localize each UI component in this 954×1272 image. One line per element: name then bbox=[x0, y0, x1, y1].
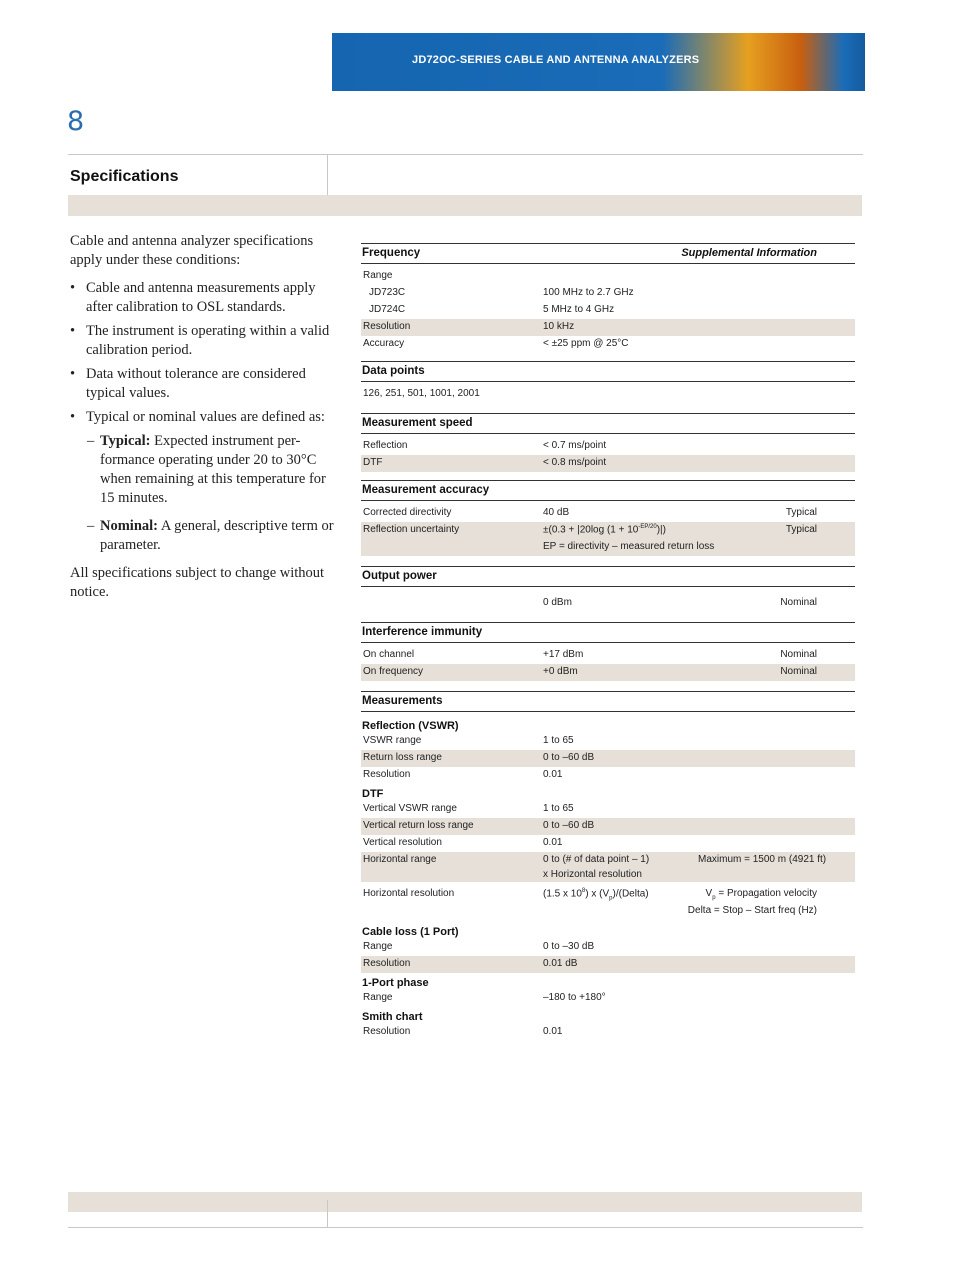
frequency-header bbox=[361, 243, 855, 264]
cable-loss-subheader bbox=[361, 922, 855, 939]
section-title: Specifications bbox=[70, 168, 179, 185]
bottom-rule bbox=[68, 1227, 863, 1228]
reflection-subheader bbox=[361, 716, 855, 733]
measurement-accuracy-title: Measurement accuracy bbox=[362, 484, 490, 496]
table-row bbox=[361, 664, 855, 681]
interference-header bbox=[361, 622, 855, 643]
h-range-note: Maximum = 1500 m (4921 ft) bbox=[698, 854, 827, 865]
on-frequency-note: Nominal bbox=[780, 666, 817, 677]
h-res-value-pre: (1.5 x 10 bbox=[543, 888, 582, 900]
speed-dtf-label: DTF bbox=[363, 457, 383, 468]
speed-reflection-value: < 0.7 ms/point bbox=[543, 440, 607, 451]
h-res-value bbox=[543, 888, 649, 901]
refl-resolution-label: Resolution bbox=[363, 769, 411, 780]
table-row bbox=[361, 733, 855, 750]
spec-table bbox=[361, 243, 855, 1041]
on-channel-value: +17 dBm bbox=[543, 649, 584, 660]
table-row bbox=[361, 302, 855, 319]
vswr-range-label: VSWR range bbox=[363, 735, 422, 746]
table-row bbox=[361, 801, 855, 818]
h-res-note-1-post: = Propagation velocity bbox=[715, 888, 817, 899]
dtf-subtitle: DTF bbox=[362, 788, 384, 800]
table-row bbox=[361, 990, 855, 1007]
h-res-note-1 bbox=[706, 888, 817, 901]
footer-tan-bar bbox=[68, 1192, 862, 1212]
h-res-value-exponent: 8 bbox=[581, 888, 586, 894]
footer-divider bbox=[327, 1200, 328, 1227]
output-power-title: Output power bbox=[362, 570, 437, 582]
header-banner bbox=[332, 33, 865, 91]
reflection-subtitle: Reflection (VSWR) bbox=[362, 720, 459, 732]
measurement-speed-header bbox=[361, 413, 855, 434]
nominal-definition: – Nominal: A general, descriptive term or parameter. bbox=[87, 518, 334, 553]
interference-title: Interference immunity bbox=[362, 626, 483, 638]
table-row bbox=[361, 595, 855, 612]
table-row bbox=[361, 505, 855, 522]
frequency-title: Frequency bbox=[362, 247, 421, 259]
table-row bbox=[361, 455, 855, 472]
uncertainty-label: Reflection uncertainty bbox=[363, 524, 460, 535]
table-row bbox=[361, 285, 855, 302]
table-row bbox=[361, 750, 855, 767]
uncertainty-value-post: )|) bbox=[656, 524, 666, 536]
table-row bbox=[361, 1024, 855, 1041]
return-loss-value: 0 to –60 dB bbox=[543, 752, 595, 763]
output-power-header bbox=[361, 566, 855, 587]
header-tan-bar bbox=[68, 195, 862, 216]
h-res-label: Horizontal resolution bbox=[363, 888, 455, 899]
jd724c-value: 5 MHz to 4 GHz bbox=[543, 304, 615, 315]
list-item: • Data without tolerance are considered typical values. bbox=[70, 365, 340, 403]
list-item: • Typical or nominal values are defined as: bbox=[70, 408, 340, 427]
ep-note: EP = directivity – measured return loss bbox=[543, 541, 715, 552]
h-res-note-2: Delta = Stop – Start freq (Hz) bbox=[687, 905, 817, 916]
smith-res-label: Resolution bbox=[363, 1026, 411, 1037]
table-row bbox=[361, 956, 855, 973]
table-row bbox=[361, 522, 855, 539]
on-channel-label: On channel bbox=[363, 649, 415, 660]
dtf-subheader bbox=[361, 784, 855, 801]
h-range-label: Horizontal range bbox=[363, 854, 437, 865]
uncertainty-note: Typical bbox=[785, 524, 817, 535]
smith-subheader bbox=[361, 1007, 855, 1024]
top-rule bbox=[68, 154, 863, 155]
smith-subtitle: Smith chart bbox=[362, 1011, 423, 1023]
uncertainty-value-pre: ±(0.3 + |20log (1 + 10 bbox=[543, 524, 639, 536]
table-row bbox=[361, 319, 855, 336]
typical-definition: – Typical: Expected instrument per-formance operating under 20 to 30°C when remaining at this temperature for 15 minutes. bbox=[87, 433, 326, 506]
table-row bbox=[361, 886, 855, 916]
uncertainty-value-exponent: -EP/20 bbox=[638, 524, 657, 530]
cl-res-label: Resolution bbox=[363, 958, 411, 969]
table-row bbox=[361, 835, 855, 852]
measurements-header bbox=[361, 691, 855, 712]
data-points-title: Data points bbox=[362, 365, 425, 377]
h-range-value-1: 0 to (# of data point – 1) bbox=[543, 854, 650, 865]
refl-resolution-value: 0.01 bbox=[543, 769, 563, 780]
table-row bbox=[361, 539, 855, 556]
cl-range-value: 0 to –30 dB bbox=[543, 941, 595, 952]
v-res-value: 0.01 bbox=[543, 837, 563, 848]
return-loss-label: Return loss range bbox=[363, 752, 442, 763]
measurements-title: Measurements bbox=[362, 695, 443, 707]
v-vswr-label: Vertical VSWR range bbox=[363, 803, 457, 814]
jd724c-label: JD724C bbox=[369, 304, 406, 315]
conditions-lead: Cable and antenna analyzer specifications apply under these conditions: bbox=[70, 233, 314, 268]
table-row bbox=[361, 386, 855, 403]
range-label: Range bbox=[363, 270, 393, 281]
table-row bbox=[361, 818, 855, 835]
typical-term: Typical: bbox=[100, 433, 151, 449]
h-res-value-post: )/(Delta) bbox=[612, 888, 649, 900]
table-row bbox=[361, 336, 855, 353]
uncertainty-value bbox=[543, 524, 666, 535]
phase-range-value: –180 to +180° bbox=[543, 992, 606, 1003]
table-row bbox=[361, 268, 855, 285]
on-frequency-value: +0 dBm bbox=[543, 666, 578, 677]
cl-res-value: 0.01 dB bbox=[543, 958, 578, 969]
h-res-note-1-pre: V bbox=[705, 888, 713, 899]
output-power-value: 0 dBm bbox=[543, 597, 572, 608]
page-number: 8 bbox=[67, 106, 85, 137]
on-channel-note: Nominal bbox=[780, 649, 817, 660]
conditions-text bbox=[70, 232, 340, 611]
typical-text: Expected instrument per-formance operating under 20 to 30°C when remaining at this temperature for 15 minutes. bbox=[100, 433, 326, 506]
v-res-label: Vertical resolution bbox=[363, 837, 442, 848]
jd723c-label: JD723C bbox=[369, 287, 406, 298]
measurement-accuracy-header bbox=[361, 480, 855, 501]
output-power-note: Nominal bbox=[780, 597, 817, 608]
speed-dtf-value: < 0.8 ms/point bbox=[543, 457, 607, 468]
directivity-value: 40 dB bbox=[543, 507, 570, 518]
on-frequency-label: On frequency bbox=[363, 666, 424, 677]
nominal-text: A general, descriptive term or parameter. bbox=[100, 518, 334, 553]
v-vswr-value: 1 to 65 bbox=[543, 803, 574, 814]
measurement-speed-title: Measurement speed bbox=[362, 417, 473, 429]
h-res-value-subscript: p bbox=[609, 895, 613, 902]
h-res-value-mid: ) x (V bbox=[585, 888, 610, 900]
table-row bbox=[361, 647, 855, 664]
directivity-label: Corrected directivity bbox=[363, 507, 452, 518]
jd723c-value: 100 MHz to 2.7 GHz bbox=[543, 287, 634, 298]
vswr-range-value: 1 to 65 bbox=[543, 735, 574, 746]
conditions-closing: All specifications subject to change without notice. bbox=[70, 565, 325, 600]
table-row bbox=[361, 852, 855, 882]
banner-title: JD72OC-SERIES CABLE AND ANTENNA ANALYZERS bbox=[412, 54, 700, 66]
conditions-list bbox=[70, 279, 340, 555]
accuracy-label: Accuracy bbox=[363, 338, 405, 349]
list-item: • Cable and antenna measurements apply after calibration to OSL standards. bbox=[70, 279, 340, 317]
resolution-value: 10 kHz bbox=[543, 321, 575, 332]
table-row bbox=[361, 939, 855, 956]
v-rl-value: 0 to –60 dB bbox=[543, 820, 595, 831]
smith-res-value: 0.01 bbox=[543, 1026, 563, 1037]
directivity-note: Typical bbox=[785, 507, 817, 518]
table-row bbox=[361, 767, 855, 784]
resolution-label: Resolution bbox=[363, 321, 411, 332]
v-rl-label: Vertical return loss range bbox=[363, 820, 474, 831]
table-row bbox=[361, 438, 855, 455]
data-points-value: 126, 251, 501, 1001, 2001 bbox=[363, 388, 480, 399]
data-points-header bbox=[361, 361, 855, 382]
phase-subheader bbox=[361, 973, 855, 990]
phase-subtitle: 1-Port phase bbox=[362, 977, 429, 989]
accuracy-value: < ±25 ppm @ 25°C bbox=[543, 338, 629, 349]
phase-range-label: Range bbox=[363, 992, 393, 1003]
cl-range-label: Range bbox=[363, 941, 393, 952]
speed-reflection-label: Reflection bbox=[363, 440, 408, 451]
h-res-note-1-subscript: p bbox=[712, 895, 716, 901]
cable-loss-subtitle: Cable loss (1 Port) bbox=[362, 926, 459, 938]
h-range-value-2: x Horizontal resolution bbox=[543, 869, 642, 880]
nominal-term: Nominal: bbox=[100, 518, 158, 534]
supplemental-header: Supplemental Information bbox=[681, 247, 817, 259]
list-item: • The instrument is operating within a valid calibration period. bbox=[70, 322, 340, 360]
